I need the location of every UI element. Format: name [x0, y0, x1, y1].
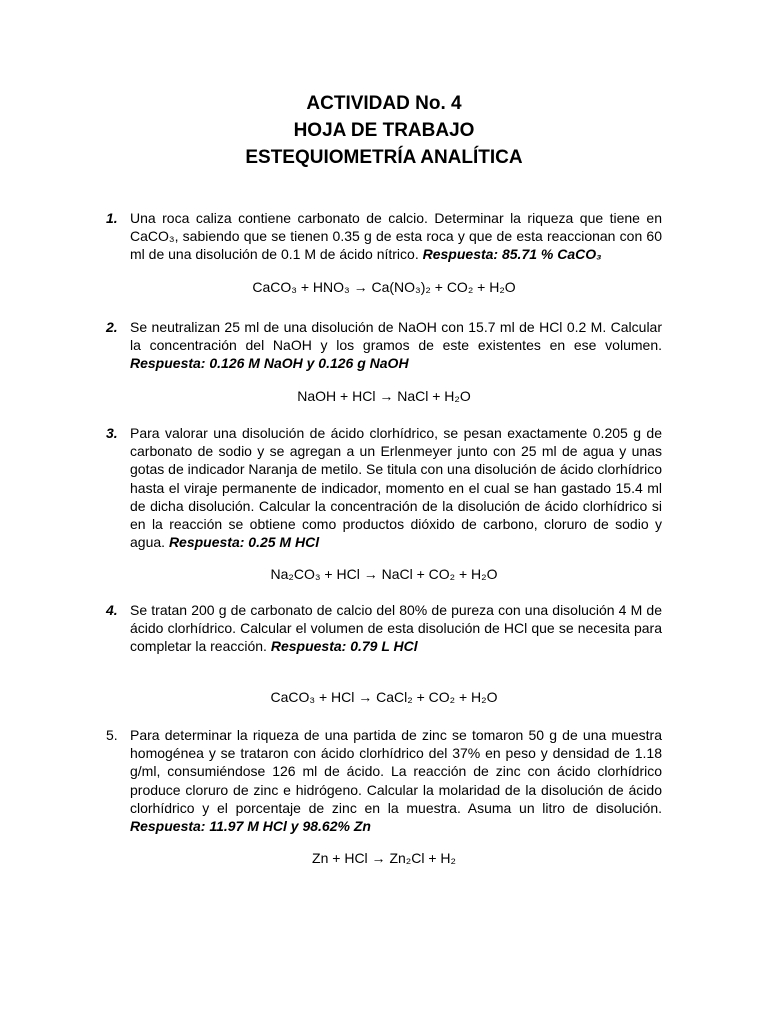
problem-number: 1.: [106, 210, 118, 226]
equation-5: Zn + HCl → Zn₂Cl + H₂: [312, 850, 456, 866]
worksheet-title: HOJA DE TRABAJO: [293, 120, 475, 141]
equation-2: NaOH + HCl → NaCl + H₂O: [297, 388, 471, 404]
problem-2: [106, 318, 662, 373]
problem-1: [106, 209, 662, 264]
answer-value: 11.97 M HCl y 98.62% Zn: [209, 818, 371, 835]
problem-number: 2.: [106, 319, 118, 335]
problem-statement: Una roca caliza contiene carbonato de calcio. Determinar la riqueza que tiene en CaCO₃, sabiendo que se tienen 0.35 g de esta roca y que de esta reaccionan con 60 ml de una disolución de 0.1 M de ácido nítrico. Respuesta: 85.71 % CaCO₃: [130, 210, 662, 263]
problem-number: 5.: [106, 727, 118, 743]
problem-5: [106, 726, 662, 835]
answer: Respuesta: 85.71 % CaCO₃: [422, 246, 602, 263]
problem-statement: Para valorar una disolución de ácido clorhídrico, se pesan exactamente 0.205 g de carbonato de sodio y se agregan a un Erlenmeyer junto con 25 ml de agua y unas gotas de indicador Naranja de metilo. Se titula con una disolución de ácido clorhídrico hasta el viraje permanente de indicador, momento en el cual se han gastado 15.4 ml de dicha disolución. Calcular la concentración de la disolución de ácido clorhídrico si en la reacción se obtiene como productos dióxido de carbono, cloruro de sodio y agua. Respuesta: 0.25 M HCl: [130, 425, 662, 551]
problem-statement: Se neutralizan 25 ml de una disolución de NaOH con 15.7 ml de HCl 0.2 M. Calcular la concentración del NaOH y los gramos de este existentes en ese volumen. Respuesta: 0.126 M NaOH y 0.126 g NaOH: [130, 319, 662, 372]
answer: Respuesta: 0.79 L HCl: [270, 638, 418, 655]
equation-4: CaCO₃ + HCl → CaCl₂ + CO₂ + H₂O: [270, 689, 498, 705]
topic-title: ESTEQUIOMETRÍA ANALÍTICA: [245, 147, 523, 168]
problem-4: [106, 601, 662, 656]
equation-1: CaCO₃ + HNO₃ → Ca(NO₃)₂ + CO₂ + H₂O: [252, 279, 516, 295]
problem-3: [106, 424, 662, 551]
problem-statement: Para determinar la riqueza de una partida de zinc se tomaron 50 g de una muestra homogénea y se trataron con ácido clorhídrico del 37% en peso y densidad de 1.18 g/ml, consumiéndose 126 ml de ácido. La reacción de zinc con ácido clorhídrico produce cloruro de zinc e hidrógeno. Calcular la molaridad de la disolución de ácido clorhídrico y el porcentaje de zinc en la muestra. Asuma un litro de disolución. Respuesta: 11.97 M HCl y 98.62% Zn: [130, 727, 662, 835]
equation-3: Na₂CO₃ + HCl → NaCl + CO₂ + H₂O: [270, 566, 498, 582]
answer: Respuesta: 0.126 M NaOH y 0.126 g NaOH: [130, 355, 409, 372]
answer: Respuesta: 0.25 M HCl: [168, 534, 320, 551]
problem-number: 4.: [106, 602, 118, 618]
problem-statement: Se tratan 200 g de carbonato de calcio del 80% de pureza con una disolución 4 M de ácido clorhídrico. Calcular el volumen de esta disolución de HCl que se necesita para completar la reacción. Respuesta: 0.79 L HCl: [130, 602, 662, 655]
answer-label: Respuesta:: [130, 818, 206, 835]
document-header: [0, 90, 768, 171]
activity-title: ACTIVIDAD No. 4: [306, 93, 462, 114]
problem-number: 3.: [106, 425, 118, 441]
